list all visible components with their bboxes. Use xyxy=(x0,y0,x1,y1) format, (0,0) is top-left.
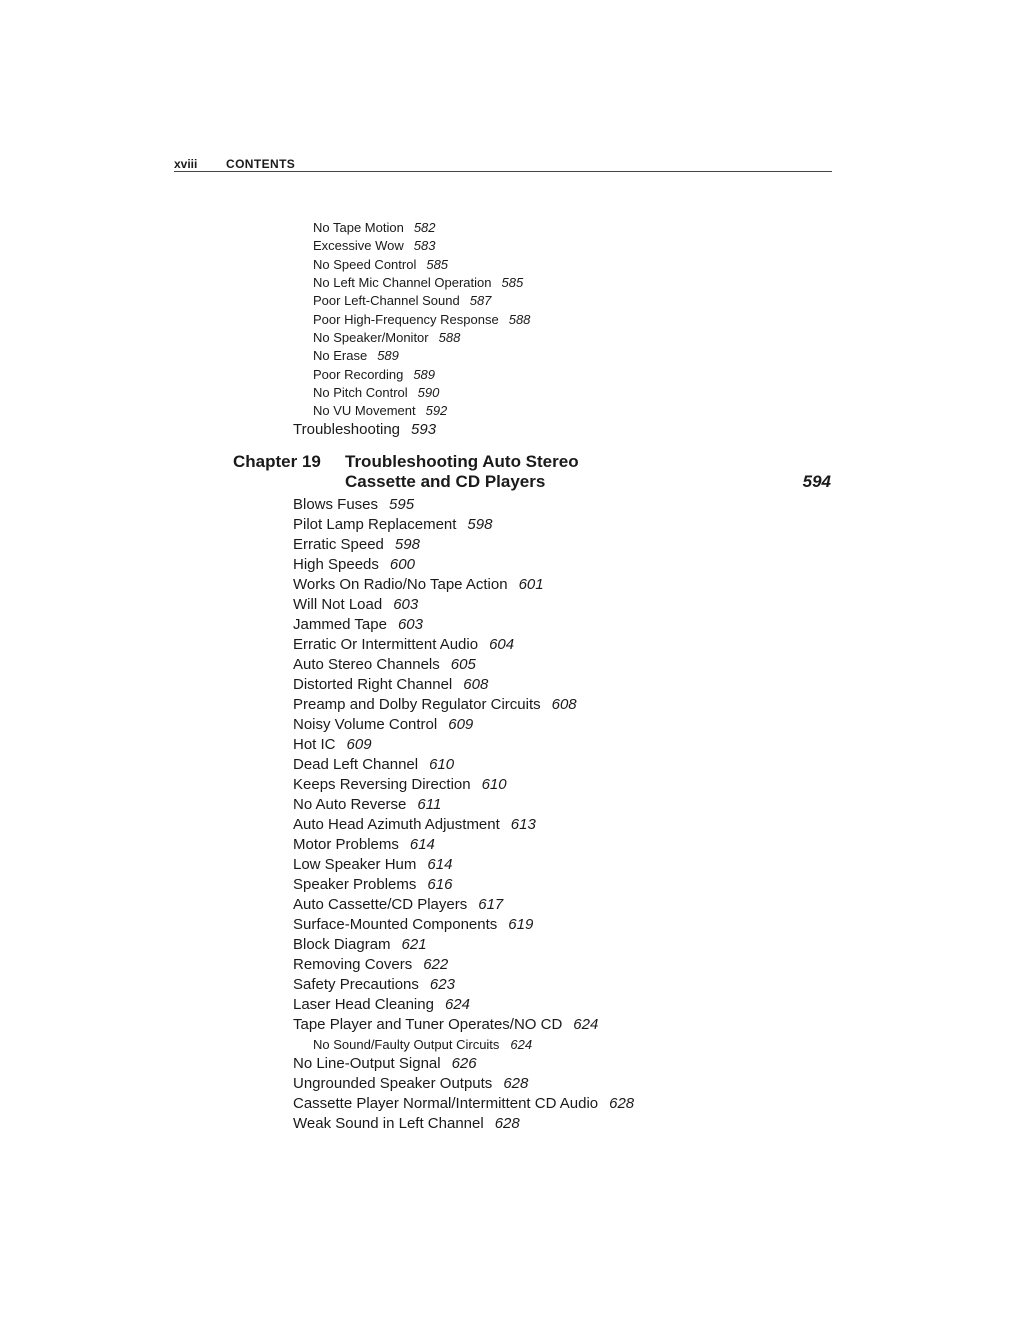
entry-page: 608 xyxy=(551,696,577,713)
running-header-title: CONTENTS xyxy=(226,157,296,171)
entry-title: Works On Radio/No Tape Action xyxy=(293,576,508,593)
entry-title: Troubleshooting xyxy=(293,421,401,438)
toc-entry xyxy=(293,775,634,795)
entry-title: Poor High-Frequency Response xyxy=(313,311,499,327)
entry-title: No Pitch Control xyxy=(313,385,408,401)
toc-entry xyxy=(293,795,634,815)
entry-title: Poor Recording xyxy=(313,366,404,382)
entry-title: Preamp and Dolby Regulator Circuits xyxy=(293,696,541,713)
entry-title: Surface-Mounted Components xyxy=(293,916,498,933)
entry-page: 585 xyxy=(501,275,524,291)
toc-entry xyxy=(293,935,634,955)
toc-entry xyxy=(293,1074,634,1094)
toc-entry xyxy=(293,815,634,835)
toc-entry xyxy=(293,515,634,535)
entry-page: 611 xyxy=(417,796,442,813)
chapter-title-line-2: Cassette and CD Players xyxy=(345,472,546,491)
entry-title: Dead Left Channel xyxy=(293,756,419,773)
entry-page: 589 xyxy=(413,366,436,382)
toc-subentry xyxy=(313,237,530,255)
entry-title: Poor Left-Channel Sound xyxy=(313,293,460,309)
entry-page: 619 xyxy=(508,916,534,933)
toc-subentry xyxy=(313,292,530,310)
toc-subentry xyxy=(313,256,530,274)
chapter-title xyxy=(345,452,579,492)
running-header xyxy=(174,156,832,172)
entry-page: 604 xyxy=(489,636,515,653)
toc-entry xyxy=(293,555,634,575)
toc-subentry xyxy=(313,384,530,402)
toc-subentry xyxy=(313,219,530,237)
entry-title: Safety Precautions xyxy=(293,976,419,993)
entry-page: 589 xyxy=(377,348,399,364)
entry-page: 585 xyxy=(426,256,449,272)
toc-subentry xyxy=(313,366,530,384)
toc-entry xyxy=(293,1094,634,1114)
entry-page: 609 xyxy=(346,736,372,753)
entry-title: No Erase xyxy=(313,348,368,364)
entry-page: 600 xyxy=(389,556,415,573)
entry-page: 588 xyxy=(438,330,461,346)
entry-page: 622 xyxy=(423,956,449,973)
entry-title: Auto Stereo Channels xyxy=(293,656,440,673)
entry-page: 616 xyxy=(427,876,453,893)
toc-subentry xyxy=(293,1035,634,1054)
entry-title: Erratic Speed xyxy=(293,536,384,553)
entry-title: Low Speaker Hum xyxy=(293,856,417,873)
entry-page: 614 xyxy=(409,836,435,853)
chapter-page-number: 594 xyxy=(802,472,831,491)
chapter-title-line-1: Troubleshooting Auto Stereo xyxy=(345,452,579,471)
entry-page: 617 xyxy=(478,896,504,913)
toc-entry xyxy=(293,675,634,695)
entry-page: 595 xyxy=(389,496,415,513)
entry-title: Removing Covers xyxy=(293,956,413,973)
entry-page: 587 xyxy=(469,293,492,309)
toc-entry xyxy=(293,975,634,995)
entry-title: No Speaker/Monitor xyxy=(313,330,429,346)
entry-title: Auto Head Azimuth Adjustment xyxy=(293,816,500,833)
page-number: xviii xyxy=(174,157,198,171)
entry-page: 592 xyxy=(425,403,448,419)
toc-subentry xyxy=(313,329,530,347)
toc-entry xyxy=(293,735,634,755)
entry-title: No Speed Control xyxy=(313,256,417,272)
entry-page: 603 xyxy=(397,616,423,633)
toc-entry xyxy=(293,855,634,875)
entry-page: 598 xyxy=(394,536,420,553)
entry-title: Cassette Player Normal/Intermittent CD Audio xyxy=(293,1095,599,1112)
toc-entry xyxy=(293,535,634,555)
entry-page: 614 xyxy=(427,856,453,873)
toc-entry-troubleshooting xyxy=(293,421,436,439)
entry-title: Noisy Volume Control xyxy=(293,716,438,733)
entry-page: 605 xyxy=(450,656,476,673)
entry-title: Auto Cassette/CD Players xyxy=(293,896,468,913)
entry-title: Motor Problems xyxy=(293,836,399,853)
entry-page: 613 xyxy=(510,816,536,833)
entry-page: 624 xyxy=(573,1016,599,1033)
entry-page: 623 xyxy=(429,976,455,993)
toc-entry xyxy=(293,575,634,595)
toc-entry xyxy=(293,875,634,895)
toc-entry xyxy=(293,695,634,715)
toc-subentry xyxy=(313,402,530,420)
toc-entry xyxy=(293,1054,634,1074)
entry-title: Blows Fuses xyxy=(293,496,379,513)
entry-page: 583 xyxy=(413,238,436,254)
entry-page: 626 xyxy=(451,1055,477,1072)
entry-page: 621 xyxy=(401,936,427,953)
entry-page: 628 xyxy=(494,1115,520,1132)
entry-page: 603 xyxy=(393,596,419,613)
entry-title: No Left Mic Channel Operation xyxy=(313,275,492,291)
entry-page: 598 xyxy=(467,516,493,533)
toc-entry xyxy=(293,595,634,615)
toc-entry xyxy=(293,995,634,1015)
toc-entry xyxy=(293,495,634,515)
entry-title: Tape Player and Tuner Operates/NO CD xyxy=(293,1016,563,1033)
entry-title: No Auto Reverse xyxy=(293,796,407,813)
entry-page: 628 xyxy=(609,1095,635,1112)
entry-title: Will Not Load xyxy=(293,596,383,613)
entry-title: No Sound/Faulty Output Circuits xyxy=(313,1037,500,1052)
entry-page: 610 xyxy=(481,776,507,793)
entry-title: Jammed Tape xyxy=(293,616,387,633)
toc-entry xyxy=(293,615,634,635)
entry-title: Excessive Wow xyxy=(313,238,404,254)
entry-title: No VU Movement xyxy=(313,403,416,419)
entry-title: Hot IC xyxy=(293,736,336,753)
entry-title: Keeps Reversing Direction xyxy=(293,776,471,793)
entry-page: 590 xyxy=(417,385,440,401)
toc-entry xyxy=(293,655,634,675)
entry-page: 610 xyxy=(429,756,455,773)
entry-page: 582 xyxy=(413,220,436,235)
toc-subentry xyxy=(313,311,530,329)
chapter-entry-list xyxy=(293,495,634,1134)
entry-title: Erratic Or Intermittent Audio xyxy=(293,636,479,653)
entry-page: 624 xyxy=(444,996,470,1013)
toc-entry xyxy=(293,755,634,775)
toc-entry xyxy=(293,955,634,975)
entry-page: 609 xyxy=(448,716,474,733)
toc-entry xyxy=(293,835,634,855)
toc-entry xyxy=(293,895,634,915)
entry-title: No Tape Motion xyxy=(313,220,404,235)
toc-entry xyxy=(293,635,634,655)
entry-title: Pilot Lamp Replacement xyxy=(293,516,457,533)
entry-title: No Line-Output Signal xyxy=(293,1055,441,1072)
chapter-label: Chapter 19 xyxy=(233,452,321,471)
toc-subentry xyxy=(313,347,530,365)
entry-page: 628 xyxy=(503,1075,529,1092)
entry-page: 588 xyxy=(508,311,531,327)
subsection-list xyxy=(313,219,530,421)
entry-page: 624 xyxy=(510,1037,533,1052)
entry-title: Speaker Problems xyxy=(293,876,417,893)
entry-title: Ungrounded Speaker Outputs xyxy=(293,1075,493,1092)
toc-entry xyxy=(293,715,634,735)
toc-entry xyxy=(293,1015,634,1035)
entry-title: Block Diagram xyxy=(293,936,391,953)
entry-page: 608 xyxy=(463,676,489,693)
chapter-heading xyxy=(233,452,831,496)
entry-title: High Speeds xyxy=(293,556,379,573)
toc-entry xyxy=(293,1114,634,1134)
toc-entry xyxy=(293,915,634,935)
entry-title: Laser Head Cleaning xyxy=(293,996,434,1013)
entry-title: Weak Sound in Left Channel xyxy=(293,1115,484,1132)
entry-title: Distorted Right Channel xyxy=(293,676,453,693)
toc-subentry xyxy=(313,274,530,292)
entry-page: 593 xyxy=(411,421,437,438)
entry-page: 601 xyxy=(518,576,544,593)
